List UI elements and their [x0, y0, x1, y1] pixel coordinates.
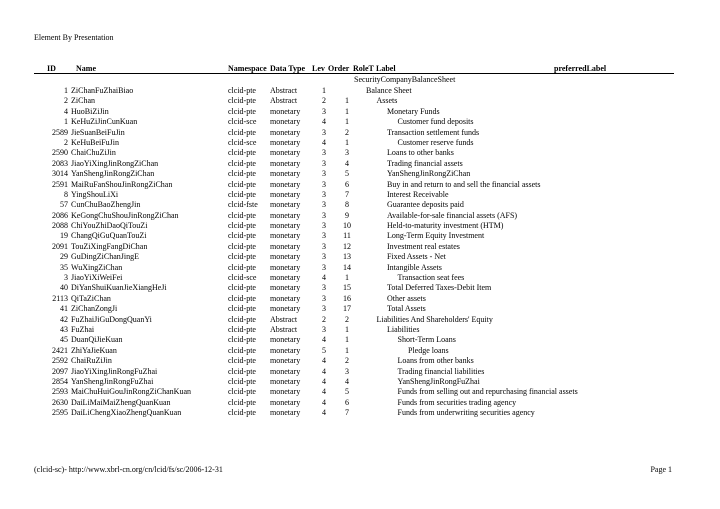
row-data-type: monetary	[270, 262, 301, 272]
row-namespace: clcid-pte	[228, 356, 256, 366]
row-namespace: clcid-pte	[228, 96, 256, 106]
table-row	[0, 252, 720, 262]
row-namespace: clcid-pte	[228, 189, 256, 199]
row-label: Trading financial liabilities	[397, 366, 485, 376]
row-level: 3	[322, 293, 326, 303]
row-namespace: clcid-pte	[228, 252, 256, 262]
row-order: 5	[345, 387, 349, 397]
table-row	[0, 304, 720, 314]
row-namespace: clcid-sce	[228, 137, 257, 147]
row-level: 3	[322, 304, 326, 314]
table-row	[0, 138, 720, 148]
row-data-type: monetary	[270, 221, 301, 231]
row-data-type: monetary	[270, 137, 301, 147]
row-namespace: clcid-pte	[228, 106, 256, 116]
row-namespace: clcid-pte	[228, 376, 256, 386]
row-label: Fixed Assets - Net	[387, 252, 446, 262]
row-data-type: Abstract	[270, 324, 298, 334]
row-level: 3	[322, 252, 326, 262]
row-order: 1	[345, 273, 349, 283]
row-id: 43	[60, 324, 68, 334]
row-data-type: monetary	[270, 304, 301, 314]
row-label: Assets	[376, 96, 398, 106]
row-data-type: monetary	[270, 335, 301, 345]
table-row	[0, 117, 720, 127]
row-id: 40	[60, 283, 68, 293]
row-name: TouZiXingFangDiChan	[71, 241, 148, 251]
table-row	[0, 346, 720, 356]
row-namespace: clcid-pte	[228, 148, 256, 158]
table-row	[0, 294, 720, 304]
row-name: FuZhaiJiGuDongQuanYi	[71, 314, 152, 324]
row-label: Guarantee deposits paid	[387, 200, 464, 210]
row-namespace: clcid-pte	[228, 231, 256, 241]
row-label: Intangible Assets	[387, 262, 442, 272]
table-row	[0, 180, 720, 190]
row-namespace: clcid-pte	[228, 345, 256, 355]
element-table	[0, 86, 720, 419]
row-level: 3	[322, 158, 326, 168]
row-name: QiTaZiChan	[71, 293, 111, 303]
table-row	[0, 148, 720, 158]
row-name: YingShouLiXi	[71, 189, 119, 199]
row-level: 4	[322, 137, 326, 147]
row-data-type: monetary	[270, 106, 301, 116]
header-preferred-label: preferredLabel	[554, 64, 607, 73]
row-label: Other assets	[387, 293, 426, 303]
row-level: 4	[322, 366, 326, 376]
row-label: Transaction settlement funds	[387, 127, 480, 137]
header-data-type: Data Type	[270, 64, 306, 73]
row-data-type: monetary	[270, 158, 301, 168]
row-namespace: clcid-pte	[228, 262, 256, 272]
table-row	[0, 169, 720, 179]
row-namespace: clcid-pte	[228, 314, 256, 324]
table-row	[0, 377, 720, 387]
row-namespace: clcid-pte	[228, 324, 256, 334]
row-namespace: clcid-fste	[228, 200, 258, 210]
row-label: Customer reserve funds	[397, 137, 474, 147]
row-data-type: monetary	[270, 127, 301, 137]
row-level: 4	[322, 397, 326, 407]
row-namespace: clcid-sce	[228, 273, 257, 283]
row-level: 3	[322, 169, 326, 179]
table-row	[0, 190, 720, 200]
row-label: Liabilities And Shareholders' Equity	[376, 314, 493, 324]
row-level: 3	[322, 179, 326, 189]
row-name: JiaoYiXiWeiFei	[71, 273, 123, 283]
row-data-type: Abstract	[270, 314, 298, 324]
row-data-type: monetary	[270, 376, 301, 386]
row-order: 1	[345, 324, 349, 334]
row-label: Trading financial assets	[387, 158, 463, 168]
row-id: 29	[60, 252, 68, 262]
footer-page-number: Page 1	[650, 465, 672, 474]
row-data-type: monetary	[270, 345, 301, 355]
row-order: 12	[343, 241, 351, 251]
table-row	[0, 231, 720, 241]
row-namespace: clcid-pte	[228, 408, 256, 418]
row-id: 2593	[52, 387, 68, 397]
row-name: MaiChuHuiGouJinRongZiChanKuan	[71, 387, 191, 397]
header-namespace: Namespace	[228, 64, 267, 73]
row-namespace: clcid-pte	[228, 210, 256, 220]
row-data-type: monetary	[270, 148, 301, 158]
row-name: MaiRuFanShouJinRongZiChan	[71, 179, 173, 189]
row-id: 2630	[52, 397, 68, 407]
row-level: 3	[322, 283, 326, 293]
row-namespace: clcid-pte	[228, 283, 256, 293]
row-order: 4	[345, 158, 349, 168]
row-order: 8	[345, 200, 349, 210]
row-namespace: clcid-sce	[228, 117, 257, 127]
row-level: 3	[322, 221, 326, 231]
row-label: Customer fund deposits	[397, 117, 474, 127]
row-level: 4	[322, 335, 326, 345]
row-name: ChaiChuZiJin	[71, 148, 116, 158]
row-id: 2590	[52, 148, 68, 158]
row-level: 3	[322, 127, 326, 137]
row-data-type: monetary	[270, 189, 301, 199]
row-level: 2	[322, 96, 326, 106]
row-level: 3	[322, 200, 326, 210]
row-order: 9	[345, 210, 349, 220]
row-data-type: monetary	[270, 241, 301, 251]
row-name: ZiChanZongJi	[71, 304, 118, 314]
row-name: DuanQiJieKuan	[71, 335, 123, 345]
table-row	[0, 387, 720, 397]
row-label: Liabilities	[387, 324, 420, 334]
row-order: 15	[343, 283, 351, 293]
row-id: 3014	[52, 169, 68, 179]
row-label: YanShengJinRongFuZhai	[397, 376, 480, 386]
row-data-type: monetary	[270, 397, 301, 407]
row-name: DiYanShuiKuanJieXiangHeJi	[71, 283, 167, 293]
row-namespace: clcid-pte	[228, 387, 256, 397]
row-data-type: monetary	[270, 293, 301, 303]
row-label: Held-to-maturity investment (HTM)	[387, 221, 504, 231]
row-level: 4	[322, 387, 326, 397]
row-id: 2086	[52, 210, 68, 220]
row-level: 4	[322, 273, 326, 283]
row-label: Pledge loans	[408, 345, 449, 355]
table-row	[0, 263, 720, 273]
table-row	[0, 96, 720, 106]
row-id: 8	[64, 189, 68, 199]
row-namespace: clcid-pte	[228, 158, 256, 168]
row-namespace: clcid-pte	[228, 293, 256, 303]
row-id: 35	[60, 262, 68, 272]
row-label: Funds from underwriting securities agency	[397, 408, 535, 418]
row-label: Total Deferred Taxes-Debit Item	[387, 283, 492, 293]
row-data-type: Abstract	[270, 96, 298, 106]
row-name: HuoBiZiJin	[71, 106, 109, 116]
table-row	[0, 398, 720, 408]
header-id: ID	[47, 64, 56, 73]
row-order: 2	[345, 356, 349, 366]
row-id: 45	[60, 335, 68, 345]
row-order: 11	[343, 231, 351, 241]
row-label: YanShengJinRongZiChan	[387, 169, 471, 179]
row-level: 3	[322, 324, 326, 334]
row-order: 4	[345, 376, 349, 386]
header-name: Name	[76, 64, 96, 73]
row-id: 2421	[52, 345, 68, 355]
row-order: 1	[345, 345, 349, 355]
row-order: 10	[343, 221, 351, 231]
row-label: Interest Receivable	[387, 189, 449, 199]
row-order: 16	[343, 293, 351, 303]
row-level: 3	[322, 106, 326, 116]
row-level: 3	[322, 241, 326, 251]
row-label: Transaction seat fees	[397, 273, 465, 283]
row-name: KeHuZiJinCunKuan	[71, 117, 138, 127]
row-name: YanShengJinRongZiChan	[71, 169, 155, 179]
row-id: 42	[60, 314, 68, 324]
row-data-type: monetary	[270, 283, 301, 293]
row-data-type: monetary	[270, 408, 301, 418]
header-role: RoleT	[353, 64, 374, 73]
row-label: Funds from selling out and repurchasing financial assets	[397, 387, 578, 397]
row-name: ZhiYaJieKuan	[71, 345, 117, 355]
row-namespace: clcid-pte	[228, 397, 256, 407]
row-name: KeHuBeiFuJin	[71, 137, 119, 147]
row-name: ZiChan	[71, 96, 95, 106]
row-name: JiaoYiXingJinRongZiChan	[71, 158, 159, 168]
table-row	[0, 367, 720, 377]
row-order: 17	[343, 304, 351, 314]
row-order: 1	[345, 335, 349, 345]
row-id: 2091	[52, 241, 68, 251]
row-name: DaiLiMaiMaiZhengQuanKuan	[71, 397, 171, 407]
row-id: 19	[60, 231, 68, 241]
row-order: 7	[345, 189, 349, 199]
table-row	[0, 408, 720, 418]
row-id: 57	[60, 200, 68, 210]
footer-source: (clcid-sc)- http://www.xbrl-cn.org/cn/lcid/fs/sc/2006-12-31	[34, 465, 223, 474]
row-namespace: clcid-pte	[228, 179, 256, 189]
row-level: 2	[322, 314, 326, 324]
document-title: Element By Presentation	[34, 33, 114, 42]
row-namespace: clcid-pte	[228, 127, 256, 137]
presentation-caption: SecurityCompanyBalanceSheet	[354, 75, 456, 84]
row-name: ZiChanFuZhaiBiao	[71, 86, 134, 95]
row-name: ChangQiGuQuanTouZi	[71, 231, 147, 241]
row-label: Loans to other banks	[387, 148, 454, 158]
row-order: 1	[345, 106, 349, 116]
row-data-type: monetary	[270, 252, 301, 262]
table-row	[0, 128, 720, 138]
row-order: 13	[343, 252, 351, 262]
table-row	[0, 325, 720, 335]
row-label: Available-for-sale financial assets (AFS)	[387, 210, 518, 220]
row-data-type: monetary	[270, 169, 301, 179]
table-row	[0, 200, 720, 210]
table-row	[0, 283, 720, 293]
table-row	[0, 86, 720, 96]
row-id: 1	[64, 117, 68, 127]
row-order: 6	[345, 397, 349, 407]
row-namespace: clcid-pte	[228, 86, 256, 95]
row-name: JieSuanBeiFuJin	[71, 127, 125, 137]
row-name: FuZhai	[71, 324, 95, 334]
row-name: YanShengJinRongFuZhai	[71, 376, 154, 386]
row-name: DaiLiChengXiaoZhengQuanKuan	[71, 408, 182, 418]
row-id: 2589	[52, 127, 68, 137]
row-name: WuXingZiChan	[71, 262, 123, 272]
row-order: 7	[345, 408, 349, 418]
row-name: KeGongChuShouJinRongZiChan	[71, 210, 179, 220]
row-label: Short-Term Loans	[397, 335, 456, 345]
row-id: 4	[64, 106, 68, 116]
row-order: 3	[345, 366, 349, 376]
row-name: CunChuBaoZhengJin	[71, 200, 141, 210]
row-label: Investment real estates	[387, 241, 460, 251]
table-row	[0, 211, 720, 221]
row-id: 2591	[52, 179, 68, 189]
row-label: Loans from other banks	[397, 356, 474, 366]
header-order: Order	[328, 64, 350, 73]
row-name: ChaiRuZiJin	[71, 356, 112, 366]
row-id: 2595	[52, 408, 68, 418]
row-order: 1	[345, 137, 349, 147]
row-namespace: clcid-pte	[228, 366, 256, 376]
row-order: 2	[345, 127, 349, 137]
row-id: 2854	[52, 376, 68, 386]
row-id: 2088	[52, 221, 68, 231]
table-row	[0, 159, 720, 169]
row-name: JiaoYiXingJinRongFuZhai	[71, 366, 158, 376]
row-data-type: monetary	[270, 210, 301, 220]
row-data-type: monetary	[270, 387, 301, 397]
row-id: 2592	[52, 356, 68, 366]
row-level: 4	[322, 356, 326, 366]
row-namespace: clcid-pte	[228, 335, 256, 345]
header-level: Lev	[312, 64, 325, 73]
row-order: 2	[345, 314, 349, 324]
row-order: 6	[345, 179, 349, 189]
row-name: ChiYouZhiDaoQiTouZi	[71, 221, 148, 231]
row-namespace: clcid-pte	[228, 221, 256, 231]
header-label: Label	[376, 64, 396, 73]
row-id: 1	[64, 86, 68, 95]
row-id: 2083	[52, 158, 68, 168]
row-label: Long-Term Equity Investment	[387, 231, 485, 241]
row-data-type: Abstract	[270, 86, 298, 95]
table-row	[0, 242, 720, 252]
row-id: 3	[64, 273, 68, 283]
row-order: 14	[343, 262, 351, 272]
table-row	[0, 221, 720, 231]
row-level: 3	[322, 231, 326, 241]
table-row	[0, 335, 720, 345]
table-row	[0, 315, 720, 325]
row-level: 3	[322, 262, 326, 272]
row-data-type: monetary	[270, 356, 301, 366]
row-label: Funds from securities trading agency	[397, 397, 517, 407]
table-row	[0, 356, 720, 366]
row-level: 4	[322, 376, 326, 386]
row-name: GuDingZiChanJingE	[71, 252, 139, 262]
row-order: 3	[345, 148, 349, 158]
row-data-type: monetary	[270, 200, 301, 210]
row-data-type: monetary	[270, 117, 301, 127]
row-id: 2	[64, 137, 68, 147]
row-order: 1	[345, 96, 349, 106]
row-order: 5	[345, 169, 349, 179]
row-data-type: monetary	[270, 366, 301, 376]
row-level: 3	[322, 189, 326, 199]
row-order: 1	[345, 117, 349, 127]
row-namespace: clcid-pte	[228, 304, 256, 314]
row-level: 3	[322, 148, 326, 158]
row-data-type: monetary	[270, 179, 301, 189]
row-id: 41	[60, 304, 68, 314]
row-data-type: monetary	[270, 273, 301, 283]
row-level: 1	[322, 86, 326, 95]
row-id: 2	[64, 96, 68, 106]
row-id: 2097	[52, 366, 68, 376]
row-level: 4	[322, 117, 326, 127]
header-divider	[34, 73, 674, 74]
row-label: Balance Sheet	[366, 86, 412, 95]
row-level: 3	[322, 210, 326, 220]
table-row	[0, 273, 720, 283]
row-label: Monetary Funds	[387, 106, 440, 116]
row-level: 5	[322, 345, 326, 355]
row-namespace: clcid-pte	[228, 169, 256, 179]
row-level: 4	[322, 408, 326, 418]
row-label: Total Assets	[387, 304, 426, 314]
row-label: Buy in and return to and sell the financial assets	[387, 179, 541, 189]
row-id: 2113	[52, 293, 68, 303]
row-namespace: clcid-pte	[228, 241, 256, 251]
table-row	[0, 107, 720, 117]
row-data-type: monetary	[270, 231, 301, 241]
